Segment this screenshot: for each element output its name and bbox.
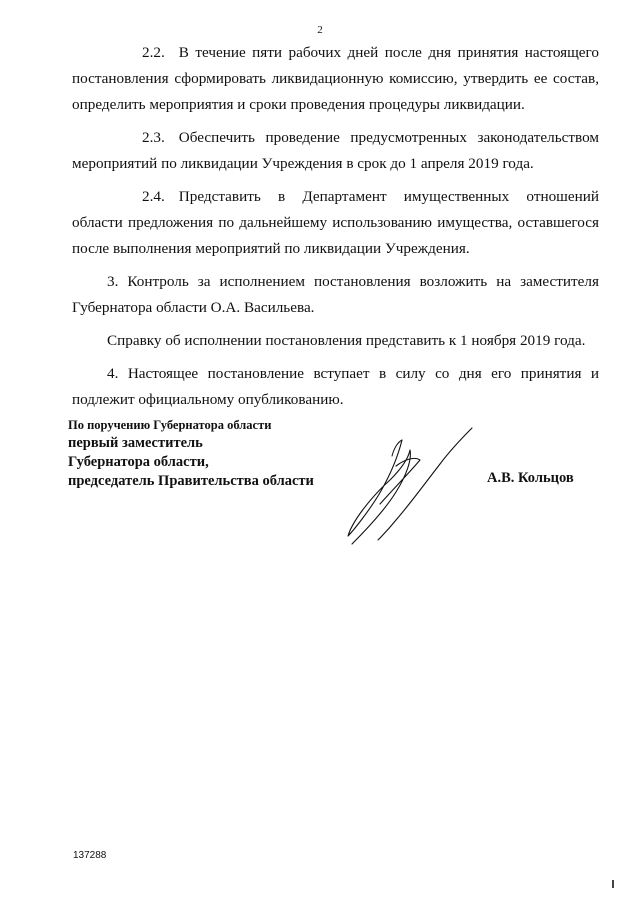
signature-line-1: По поручению Губернатора области [68, 418, 272, 432]
handwritten-signature [340, 426, 480, 546]
signature-line-2: первый заместитель [68, 435, 203, 451]
paragraph-text: 3. Контроль за исполнением постановления возложить на заместителя Губернатора области О.А. Васильева. [72, 273, 599, 316]
signature-block [68, 416, 368, 491]
paragraph-number: 2.4. [142, 188, 165, 205]
paragraph-report [72, 328, 599, 354]
paragraph-text: Справку об исполнении постановления представить к 1 ноября 2019 года. [107, 332, 586, 349]
signer-name: А.В. Кольцов [487, 470, 574, 486]
paragraph-text: 4. Настоящее постановление вступает в силу со дня его принятия и подлежит официальному опубликованию. [72, 365, 599, 408]
document-body [72, 40, 599, 420]
signature-line-4: председатель Правительства области [68, 473, 314, 489]
scan-edge-mark [612, 880, 614, 888]
paragraph-text: Представить в Департамент имущественных отношений области предложения по дальнейшему использованию имущества, оставшегося после выполнения мероприятий по ликвидации Учреждения. [72, 188, 599, 257]
paragraph-number: 2.2. [142, 44, 165, 61]
paragraph-3 [72, 269, 599, 321]
document-code: 137288 [73, 850, 107, 861]
page-number: 2 [317, 24, 323, 36]
paragraph-text: Обеспечить проведение предусмотренных законодательством мероприятий по ликвидации Учреждения в срок до 1 апреля 2019 года. [72, 129, 599, 172]
paragraph-text: В течение пяти рабочих дней после дня принятия настоящего постановления сформировать ликвидационную комиссию, утвердить ее состав, определить мероприятия и сроки проведения процедуры ликвидации. [72, 44, 599, 113]
signature-line-3: Губернатора области, [68, 454, 209, 470]
paragraph-4 [72, 361, 599, 413]
paragraph-number: 2.3. [142, 129, 165, 146]
paragraph-2-4 [72, 184, 599, 262]
paragraph-2-2 [72, 40, 599, 118]
paragraph-2-3 [72, 125, 599, 177]
